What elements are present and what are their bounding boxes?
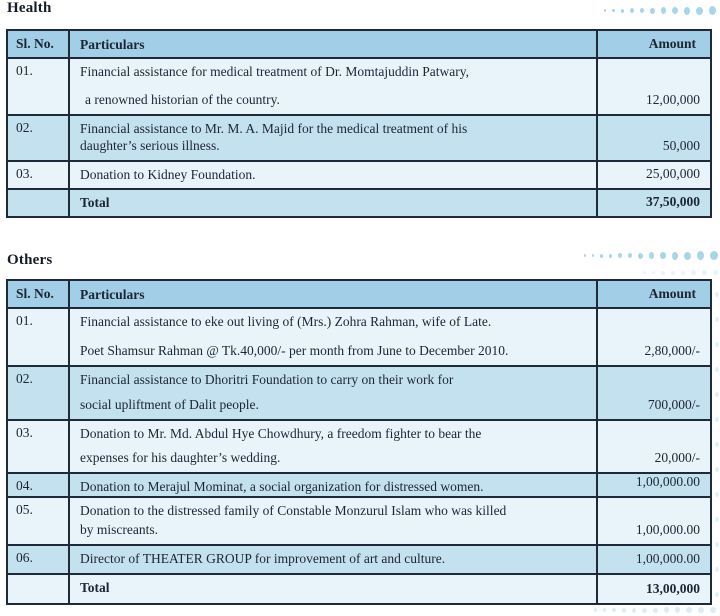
particulars-line: expenses for his daughter’s wedding. [80,450,281,465]
row-particulars [68,190,598,216]
row-amount: 2,80,000/- [644,343,700,358]
row-amount: 1,00,000.00 [635,522,700,537]
row-serial: 03. [16,425,33,440]
total-label: Total [80,195,110,210]
row-particulars [68,162,598,188]
decorative-dots-others [584,251,718,260]
particulars-line: by miscreants. [80,522,158,537]
decorative-dots-right-edge [715,292,719,597]
particulars-line: Director of THEATER GROUP for improvement of art and culture. [80,551,446,566]
column-header-particulars: Particulars [68,31,598,57]
table-total-row [8,573,710,603]
table-header-row [8,281,710,307]
row-amount: 20,000/- [654,450,700,465]
row-serial: 02. [16,120,33,135]
table-row [8,365,710,419]
section-title-others: Others [7,252,53,268]
table-row [8,160,710,188]
health-table [6,29,712,218]
row-amount: 1,00,000.00 [635,551,700,566]
row-serial [8,575,68,603]
row-amount: 700,000/- [647,397,700,412]
column-header-amount: Amount [648,286,696,301]
particulars-line: Donation to Kidney Foundation. [80,167,256,182]
particulars-line: Financial assistance for medical treatment of Dr. Momtajuddin Patwary, [80,64,470,79]
column-header-particulars: Particulars [68,281,598,307]
section-title-health: Health [7,0,52,16]
column-header-amount: Amount [648,36,696,51]
particulars-line: Poet Shamsur Rahman @ Tk.40,000/- per month from June to December 2010. [80,343,509,358]
decorative-dots-bottom [594,607,716,613]
row-serial: 02. [16,371,33,386]
row-serial: 03. [16,166,33,181]
particulars-line: daughter’s serious illness. [80,138,220,153]
row-serial [8,190,68,216]
row-amount: 50,000 [662,138,700,153]
table-header-row [8,31,710,57]
row-particulars [68,575,598,603]
others-table [6,279,712,605]
table-row [8,472,710,496]
table-row [8,114,710,160]
row-amount: 12,00,000 [646,92,700,107]
particulars-line: social upliftment of Dalit people. [80,397,259,412]
row-particulars [68,309,598,365]
row-serial: 04. [16,478,33,493]
table-row [8,307,710,365]
row-particulars [68,546,598,573]
particulars-line: Donation to Mr. Md. Abdul Hye Chowdhury, a freedom fighter to bear the [80,426,482,441]
row-particulars [68,116,598,160]
row-particulars [68,421,598,472]
total-amount: 37,50,000 [646,194,700,209]
column-header-slno: Sl. No. [16,286,54,301]
column-header-slno: Sl. No. [16,36,54,51]
particulars-line: Financial assistance to Dhoritri Foundation to carry on their work for [80,372,454,387]
table-row [8,544,710,573]
row-particulars [68,474,598,496]
table-row [8,496,710,544]
row-serial: 06. [16,550,33,565]
particulars-line: Financial assistance to Mr. M. A. Majid for the medical treatment of his [80,121,468,136]
table-row [8,57,710,114]
row-particulars [68,59,598,114]
table-row [8,419,710,472]
row-serial: 01. [16,63,33,78]
particulars-line: Donation to Merajul Mominat, a social organization for distressed women. [80,479,484,494]
total-amount: 13,00,000 [646,581,700,596]
row-particulars [68,498,598,544]
particulars-line: a renowned historian of the country. [85,92,280,107]
row-amount: 25,00,000 [646,166,700,181]
row-amount: 1,00,000.00 [635,474,700,489]
decorative-dots-top [604,6,716,15]
row-serial: 05. [16,502,33,517]
total-label: Total [80,580,110,595]
decorative-dots-others-faint [643,270,718,275]
particulars-line: Financial assistance to eke out living of (Mrs.) Zohra Rahman, wife of Late. [80,314,492,329]
particulars-line: Donation to the distressed family of Constable Monzurul Islam who was killed [80,503,507,518]
row-serial: 01. [16,313,33,328]
row-particulars [68,367,598,419]
table-total-row [8,188,710,216]
